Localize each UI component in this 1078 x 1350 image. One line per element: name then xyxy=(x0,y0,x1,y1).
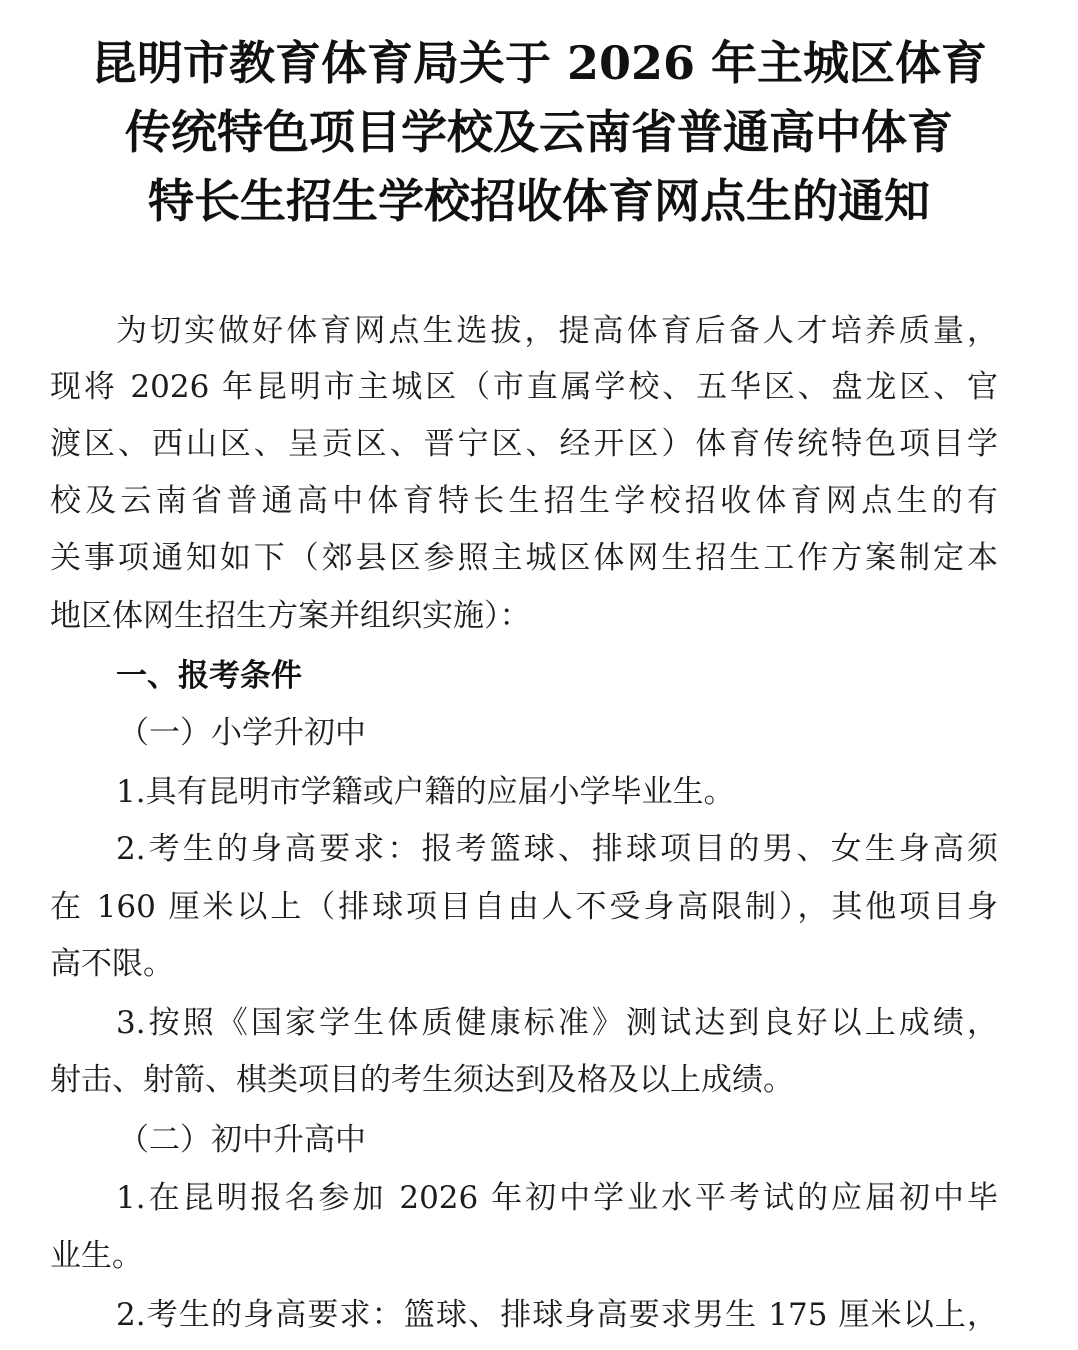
requirement-item: 2.考生的身高要求：篮球、排球身高要求男生 175 厘米以上， xyxy=(116,1297,998,1333)
intro-paragraph-line: 校及云南省普通高中体育特长生招生学校招收体育网点生的有 xyxy=(50,483,998,519)
requirement-item: 1.具有昆明市学籍或户籍的应届小学毕业生。 xyxy=(116,774,735,810)
subsection-heading-junior-to-senior: （二）初中升高中 xyxy=(118,1122,366,1158)
intro-paragraph-line: 现将 2026 年昆明市主城区（市直属学校、五华区、盘龙区、官 xyxy=(50,369,998,405)
intro-paragraph-line: 渡区、西山区、呈贡区、晋宁区、经开区）体育传统特色项目学 xyxy=(50,426,998,462)
requirement-item-continued: 业生。 xyxy=(50,1238,143,1274)
requirement-item: 1.在昆明报名参加 2026 年初中学业水平考试的应届初中毕 xyxy=(116,1180,998,1216)
document-title-line-2: 传统特色项目学校及云南省普通高中体育 xyxy=(125,105,953,159)
requirement-item-continued: 高不限。 xyxy=(50,946,174,982)
intro-paragraph-line: 地区体网生招生方案并组织实施）： xyxy=(50,598,531,634)
intro-paragraph-line: 为切实做好体育网点生选拔，提高体育后备人才培养质量， xyxy=(116,313,998,349)
document-title-line-3: 特长生招生学校招收体育网点生的通知 xyxy=(148,174,930,228)
document-title-line-1: 昆明市教育体育局关于 2026 年主城区体育 xyxy=(90,36,988,90)
requirement-item: 2.考生的身高要求：报考篮球、排球项目的男、女生身高须 xyxy=(116,831,998,867)
section-heading-requirements: 一、报考条件 xyxy=(116,658,302,694)
requirement-item: 3.按照《国家学生体质健康标准》测试达到良好以上成绩， xyxy=(116,1005,998,1041)
subsection-heading-primary-to-junior: （一）小学升初中 xyxy=(118,715,366,751)
requirement-item-continued: 在 160 厘米以上（排球项目自由人不受身高限制），其他项目身 xyxy=(50,889,998,925)
intro-paragraph-line: 关事项通知如下（郊县区参照主城区体网生招生工作方案制定本 xyxy=(50,540,998,576)
requirement-item-continued: 射击、射箭、棋类项目的考生须达到及格及以上成绩。 xyxy=(50,1062,794,1098)
